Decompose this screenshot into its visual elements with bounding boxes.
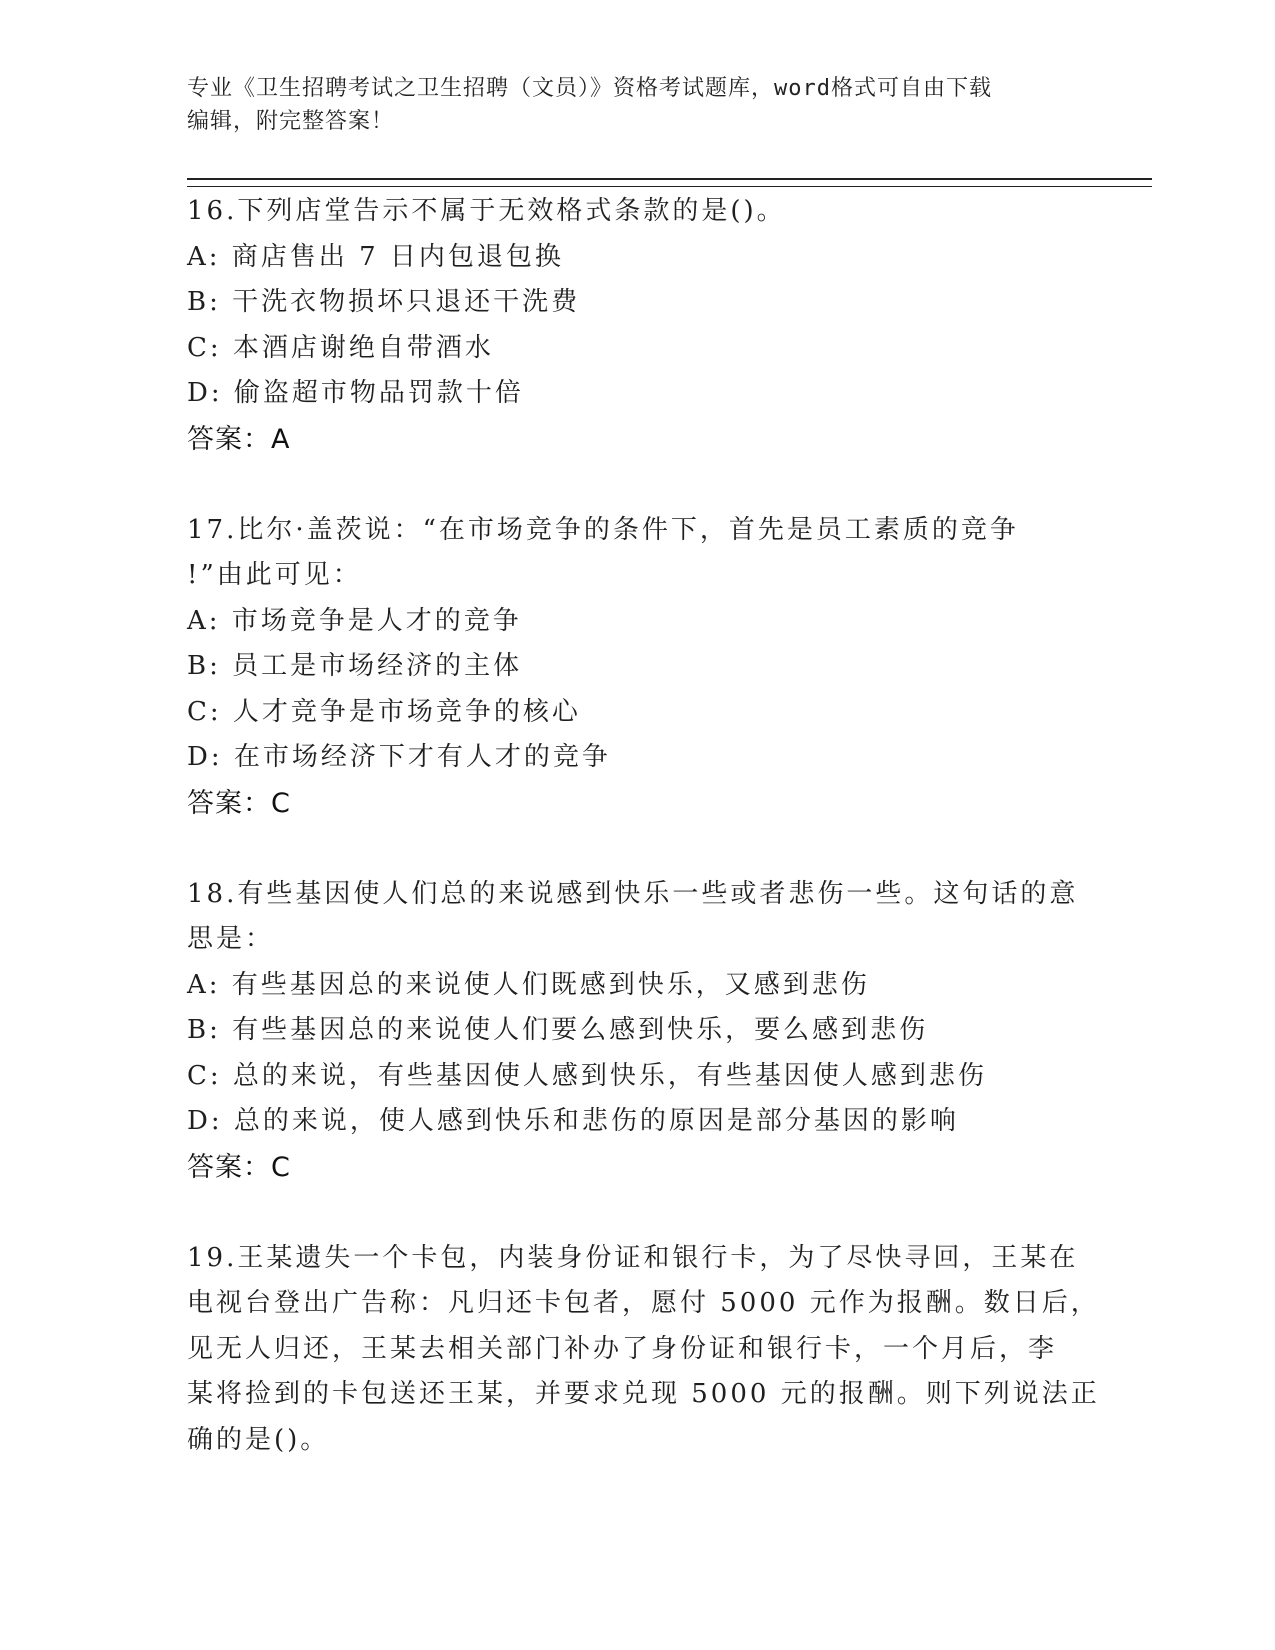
question-stem: 16.下列店堂告示不属于无效格式条款的是()。	[187, 196, 786, 226]
question-stem-continued: 思是：	[187, 924, 275, 954]
option-c: C: 本酒店谢绝自带酒水	[187, 332, 494, 363]
question-16	[187, 189, 1087, 462]
document-header	[187, 72, 1087, 138]
header-line-1: 专业《卫生招聘考试之卫生招聘（文员）》资格考试题库，word格式可自由下载	[187, 76, 992, 101]
answer-label: 答案：C	[187, 1151, 291, 1183]
option-b: B: 员工是市场经济的主体	[187, 651, 523, 681]
answer-label: 答案：C	[187, 787, 291, 819]
question-18	[187, 872, 1087, 1191]
question-stem-continued: !”由此可见：	[187, 560, 362, 590]
option-a: A: 市场竞争是人才的竞争	[187, 605, 522, 636]
question-17	[187, 508, 1087, 827]
question-stem: 19.王某遗失一个卡包，内装身份证和银行卡，为了尽快寻回，王某在	[187, 1242, 1079, 1273]
option-b: B: 有些基因总的来说使人们要么感到快乐，要么感到悲伤	[187, 1015, 929, 1045]
question-stem: 18.有些基因使人们总的来说感到快乐一些或者悲伤一些。这句话的意	[187, 878, 1079, 909]
question-spacer	[187, 826, 1087, 872]
question-list	[187, 189, 1100, 1463]
option-c: C: 总的来说，有些基因使人感到快乐，有些基因使人感到悲伤	[187, 1060, 987, 1091]
option-a: A: 商店售出 7 日内包退包换	[187, 241, 564, 272]
question-stem-continued: 见无人归还，王某去相关部门补办了身份证和银行卡，一个月后，李	[187, 1333, 1058, 1364]
question-stem: 17.比尔·盖茨说：“在市场竞争的条件下，首先是员工素质的竞争	[187, 514, 1019, 545]
question-19	[187, 1236, 1100, 1464]
question-spacer	[187, 1190, 1087, 1236]
header-line-2: 编辑，附完整答案！	[187, 109, 395, 134]
option-a: A: 有些基因总的来说使人们既感到快乐，又感到悲伤	[187, 969, 870, 1000]
question-stem-continued: 电视台登出广告称：凡归还卡包者，愿付 5000 元作为报酬。数日后，	[187, 1288, 1100, 1318]
answer-label: 答案：A	[187, 423, 291, 455]
question-stem-continued: 某将捡到的卡包送还王某，并要求兑现 5000 元的报酬。则下列说法正	[187, 1379, 1100, 1409]
question-stem-continued: 确的是()。	[187, 1424, 330, 1455]
option-b: B: 干洗衣物损坏只退还干洗费	[187, 287, 581, 317]
option-c: C: 人才竞争是市场竞争的核心	[187, 696, 581, 727]
question-spacer	[187, 462, 1087, 508]
option-d: D: 总的来说，使人感到快乐和悲伤的原因是部分基因的影响	[187, 1106, 959, 1136]
option-d: D: 偷盗超市物品罚款十倍	[187, 378, 524, 408]
header-divider	[187, 178, 1152, 187]
option-d: D: 在市场经济下才有人才的竞争	[187, 742, 611, 772]
